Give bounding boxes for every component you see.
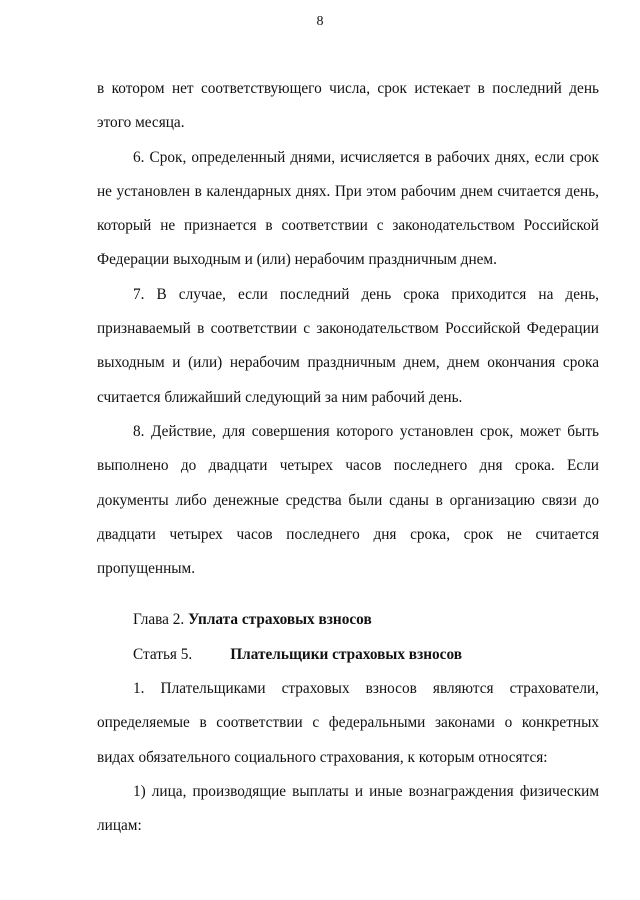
paragraph-item-6: 6. Срок, определенный днями, исчисляется в рабочих днях, если срок не установлен в календарных днях. При этом рабочим днем считается день, который не признается в соответствии с законодательством Российской Федерации выходным и (или) нерабочим праздничным днем. bbox=[97, 148, 599, 269]
article-title: Плательщики страховых взносов bbox=[230, 645, 462, 663]
article-heading bbox=[97, 638, 599, 672]
article-prefix: Статья 5. bbox=[133, 645, 193, 663]
chapter-heading bbox=[97, 603, 599, 637]
document-body bbox=[97, 72, 599, 844]
page-number: 8 bbox=[316, 14, 324, 29]
paragraph-item-7: 7. В случае, если последний день срока приходится на день, признаваемый в соответствии с законодательством Российской Федерации выходным и (или) нерабочим праздничным днем, днем окончания срока считается ближайший следующий за ним рабочий день. bbox=[97, 285, 599, 406]
chapter-prefix: Глава 2. bbox=[133, 611, 185, 629]
chapter-title: Уплата страховых взносов bbox=[188, 611, 372, 629]
article-subitem-1: 1) лица, производящие выплаты и иные вознаграждения физическим лицам: bbox=[97, 782, 599, 835]
article-paragraph-1: 1. Плательщиками страховых взносов являются страхователи, определяемые в соответствии с федеральными законами о конкретных видах обязательного социального страхования, к которым относятся: bbox=[97, 680, 599, 766]
paragraph-item-8: 8. Действие, для совершения которого установлен срок, может быть выполнено до двадцати четырех часов последнего дня срока. Если документы либо денежные средства были сданы в организацию связи до двадцати четырех часов последнего дня срока, срок не считается пропущенным. bbox=[97, 422, 599, 578]
paragraph-continuation: в котором нет соответствующего числа, срок истекает в последний день этого месяца. bbox=[97, 80, 599, 132]
